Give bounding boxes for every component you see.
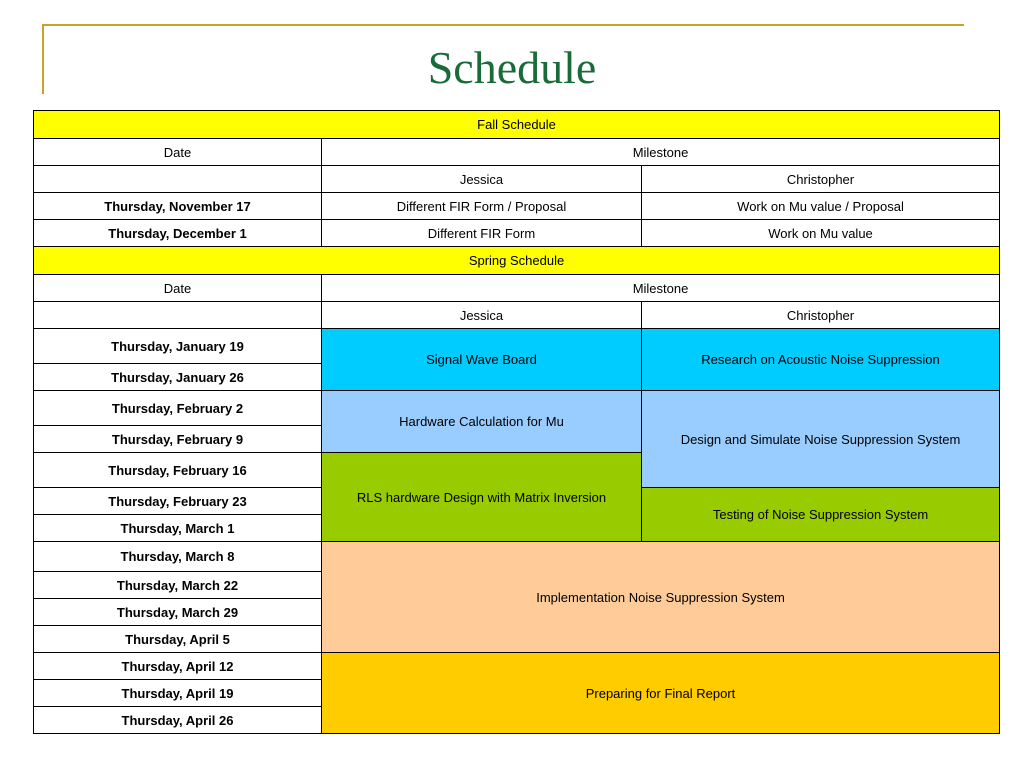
task-signal-wave-board: Signal Wave Board <box>322 329 642 391</box>
spring-date: Thursday, April 19 <box>34 680 322 707</box>
task-design-simulate: Design and Simulate Noise Suppression System <box>642 391 1000 488</box>
spring-date-header: Date <box>34 275 322 302</box>
fall-task-jessica: Different FIR Form / Proposal <box>322 193 642 220</box>
task-testing: Testing of Noise Suppression System <box>642 488 1000 542</box>
spring-empty-cell <box>34 302 322 329</box>
fall-task-christopher: Work on Mu value <box>642 220 1000 247</box>
spring-date: Thursday, February 9 <box>34 426 322 453</box>
schedule-table <box>33 110 1000 734</box>
fall-milestone-header: Milestone <box>322 139 1000 166</box>
spring-date: Thursday, March 1 <box>34 515 322 542</box>
spring-date: Thursday, February 2 <box>34 391 322 426</box>
spring-person1-header: Jessica <box>322 302 642 329</box>
task-acoustic-research: Research on Acoustic Noise Suppression <box>642 329 1000 391</box>
spring-date: Thursday, January 26 <box>34 364 322 391</box>
fall-schedule-header: Fall Schedule <box>34 111 1000 139</box>
frame-top-line <box>42 24 964 26</box>
fall-date-header: Date <box>34 139 322 166</box>
fall-task-christopher: Work on Mu value / Proposal <box>642 193 1000 220</box>
spring-schedule-header: Spring Schedule <box>34 247 1000 275</box>
spring-date: Thursday, April 5 <box>34 626 322 653</box>
fall-date: Thursday, November 17 <box>34 193 322 220</box>
spring-date: Thursday, February 16 <box>34 453 322 488</box>
spring-date: Thursday, March 22 <box>34 572 322 599</box>
task-rls-hardware: RLS hardware Design with Matrix Inversion <box>322 453 642 542</box>
fall-task-jessica: Different FIR Form <box>322 220 642 247</box>
fall-date: Thursday, December 1 <box>34 220 322 247</box>
spring-date: Thursday, March 8 <box>34 542 322 572</box>
spring-person2-header: Christopher <box>642 302 1000 329</box>
task-hardware-calculation: Hardware Calculation for Mu <box>322 391 642 453</box>
spring-date: Thursday, February 23 <box>34 488 322 515</box>
task-implementation: Implementation Noise Suppression System <box>322 542 1000 653</box>
spring-date: Thursday, April 26 <box>34 707 322 734</box>
fall-empty-cell <box>34 166 322 193</box>
page-title: Schedule <box>427 42 597 93</box>
task-final-report: Preparing for Final Report <box>322 653 1000 734</box>
spring-date: Thursday, April 12 <box>34 653 322 680</box>
spring-date: Thursday, January 19 <box>34 329 322 364</box>
spring-milestone-header: Milestone <box>322 275 1000 302</box>
fall-person1-header: Jessica <box>322 166 642 193</box>
fall-person2-header: Christopher <box>642 166 1000 193</box>
spring-date: Thursday, March 29 <box>34 599 322 626</box>
